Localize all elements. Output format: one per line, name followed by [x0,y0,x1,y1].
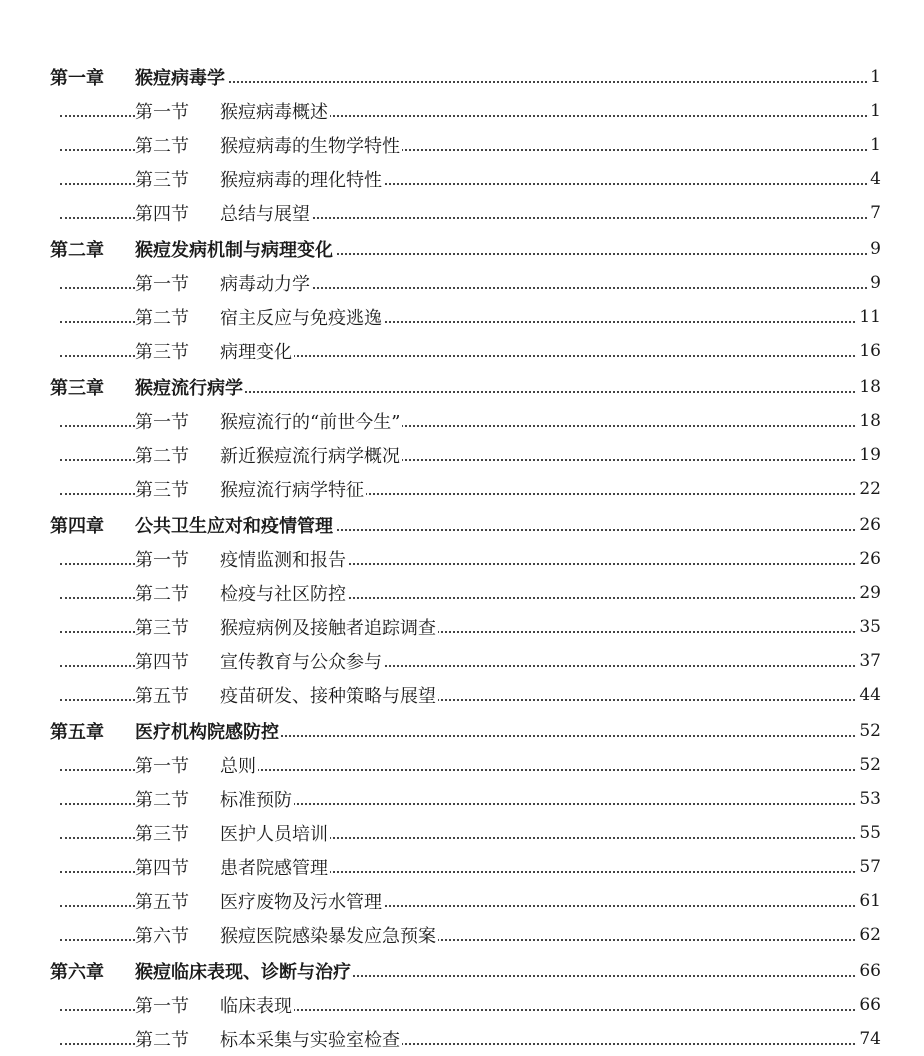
toc-entry-label [135,408,402,434]
toc-section-entry[interactable] [0,300,924,334]
page-number: 74 [859,1029,881,1049]
page-number: 66 [859,961,881,981]
toc-chapter-entry[interactable] [0,370,924,404]
chapter-number: 第一章 [50,68,104,89]
toc-entry-label [135,304,384,330]
toc-entry-label [135,888,384,914]
section-number: 第一节 [135,996,189,1017]
toc-entry-label [50,512,335,538]
section-number: 第三节 [135,170,189,191]
toc-entry-label [135,614,438,640]
toc-section-entry[interactable] [0,472,924,506]
section-title: 猴痘病毒概述 [220,102,328,123]
section-title: 总结与展望 [220,204,310,225]
toc-entry-label [135,166,384,192]
toc-entry-label [50,958,353,984]
page-number: 29 [859,583,881,603]
section-title: 猴痘病例及接触者追踪调查 [220,618,436,639]
toc-section-entry[interactable] [0,196,924,230]
section-title: 疫苗研发、接种策略与展望 [220,686,436,707]
section-title: 猴痘病毒的生物学特性 [220,136,400,157]
toc-section-entry[interactable] [0,644,924,678]
page-number: 26 [859,515,881,535]
section-number: 第二节 [135,584,189,605]
chapter-number: 第四章 [50,516,104,537]
page-number: 55 [859,823,881,843]
section-number: 第一节 [135,550,189,571]
page-number: 18 [859,377,881,397]
toc-entry-label [135,338,294,364]
section-title: 疫情监测和报告 [220,550,346,571]
toc-entry-label [135,270,312,296]
page-number: 37 [859,651,881,671]
toc-entry-label [135,132,402,158]
toc-chapter-entry[interactable] [0,60,924,94]
page-number: 4 [870,169,881,189]
toc-entry-label [50,64,227,90]
section-title: 医疗废物及污水管理 [220,892,382,913]
toc-section-entry[interactable] [0,748,924,782]
section-title: 临床表现 [220,996,292,1017]
toc-entry-label [135,820,330,846]
page-number: 18 [859,411,881,431]
section-number: 第一节 [135,102,189,123]
section-number: 第四节 [135,652,189,673]
section-title: 患者院感管理 [220,858,328,879]
toc-entry-label [50,718,281,744]
table-of-contents [0,60,924,1056]
page-number: 53 [859,789,881,809]
toc-entry-label [135,992,294,1018]
page-number: 1 [870,67,881,87]
section-number: 第六节 [135,926,189,947]
page-number: 1 [870,101,881,121]
section-number: 第三节 [135,618,189,639]
toc-entry-label [50,374,245,400]
chapter-number: 第二章 [50,240,104,261]
section-title: 猴痘病毒的理化特性 [220,170,382,191]
chapter-number: 第六章 [50,962,104,983]
chapter-title: 医疗机构院感防控 [135,722,279,743]
page-number: 62 [859,925,881,945]
page-number: 1 [870,135,881,155]
chapter-title: 公共卫生应对和疫情管理 [135,516,333,537]
toc-entry-label [135,854,330,880]
section-title: 总则 [220,756,256,777]
section-title: 宿主反应与免疫逃逸 [220,308,382,329]
page-number: 52 [859,755,881,775]
section-title: 猴痘流行病学特征 [220,480,364,501]
toc-section-entry[interactable] [0,782,924,816]
section-title: 医护人员培训 [220,824,328,845]
toc-chapter-entry[interactable] [0,954,924,988]
chapter-title: 猴痘病毒学 [135,68,225,89]
page-number: 19 [859,445,881,465]
toc-section-entry[interactable] [0,162,924,196]
section-number: 第五节 [135,892,189,913]
page-number: 16 [859,341,881,361]
toc-section-entry[interactable] [0,576,924,610]
toc-entry-label [135,648,384,674]
section-number: 第二节 [135,1030,189,1051]
section-number: 第五节 [135,686,189,707]
section-title: 新近猴痘流行病学概况 [220,446,400,467]
chapter-title: 猴痘发病机制与病理变化 [135,240,333,261]
toc-entry-label [135,546,348,572]
toc-entry-label [135,200,312,226]
toc-entry-label [135,682,438,708]
chapter-number: 第五章 [50,722,104,743]
toc-entry-label [135,98,330,124]
toc-entry-label [135,442,402,468]
toc-section-entry[interactable] [0,816,924,850]
toc-section-entry[interactable] [0,94,924,128]
section-title: 病理变化 [220,342,292,363]
page-number: 9 [870,273,881,293]
page-number: 7 [870,203,881,223]
toc-section-entry[interactable] [0,1022,924,1056]
toc-section-entry[interactable] [0,438,924,472]
page-number: 35 [859,617,881,637]
toc-section-entry[interactable] [0,884,924,918]
chapter-title: 猴痘流行病学 [135,378,243,399]
section-number: 第二节 [135,308,189,329]
section-title: 宣传教育与公众参与 [220,652,382,673]
toc-section-entry[interactable] [0,404,924,438]
page-number: 11 [859,307,881,327]
toc-section-entry[interactable] [0,850,924,884]
section-number: 第二节 [135,446,189,467]
section-number: 第二节 [135,136,189,157]
chapter-title: 猴痘临床表现、诊断与治疗 [135,962,351,983]
section-title: 标准预防 [220,790,292,811]
section-number: 第三节 [135,480,189,501]
section-number: 第三节 [135,824,189,845]
page-number: 26 [859,549,881,569]
page-number: 52 [859,721,881,741]
toc-entry-label [135,922,438,948]
toc-entry-label [135,580,348,606]
toc-section-entry[interactable] [0,542,924,576]
toc-section-entry[interactable] [0,128,924,162]
section-title: 猴痘流行的“前世今生” [220,412,401,433]
toc-section-entry[interactable] [0,678,924,712]
section-title: 猴痘医院感染暴发应急预案 [220,926,436,947]
toc-entry-label [135,1026,402,1052]
toc-section-entry[interactable] [0,266,924,300]
section-number: 第四节 [135,858,189,879]
toc-chapter-entry[interactable] [0,508,924,542]
section-title: 检疫与社区防控 [220,584,346,605]
chapter-number: 第三章 [50,378,104,399]
page-number: 44 [859,685,881,705]
page-number: 66 [859,995,881,1015]
toc-entry-label [135,786,294,812]
toc-section-entry[interactable] [0,610,924,644]
section-number: 第三节 [135,342,189,363]
section-number: 第二节 [135,790,189,811]
toc-chapter-entry[interactable] [0,232,924,266]
toc-section-entry[interactable] [0,918,924,952]
toc-entry-label [135,752,258,778]
toc-entry-label [135,476,366,502]
toc-section-entry[interactable] [0,988,924,1022]
section-title: 病毒动力学 [220,274,310,295]
section-number: 第四节 [135,204,189,225]
page-number: 22 [859,479,881,499]
toc-section-entry[interactable] [0,334,924,368]
section-number: 第一节 [135,412,189,433]
toc-chapter-entry[interactable] [0,714,924,748]
page-number: 57 [859,857,881,877]
section-title: 标本采集与实验室检查 [220,1030,400,1051]
toc-entry-label [50,236,335,262]
page-number: 9 [870,239,881,259]
section-number: 第一节 [135,756,189,777]
section-number: 第一节 [135,274,189,295]
page-number: 61 [859,891,881,911]
